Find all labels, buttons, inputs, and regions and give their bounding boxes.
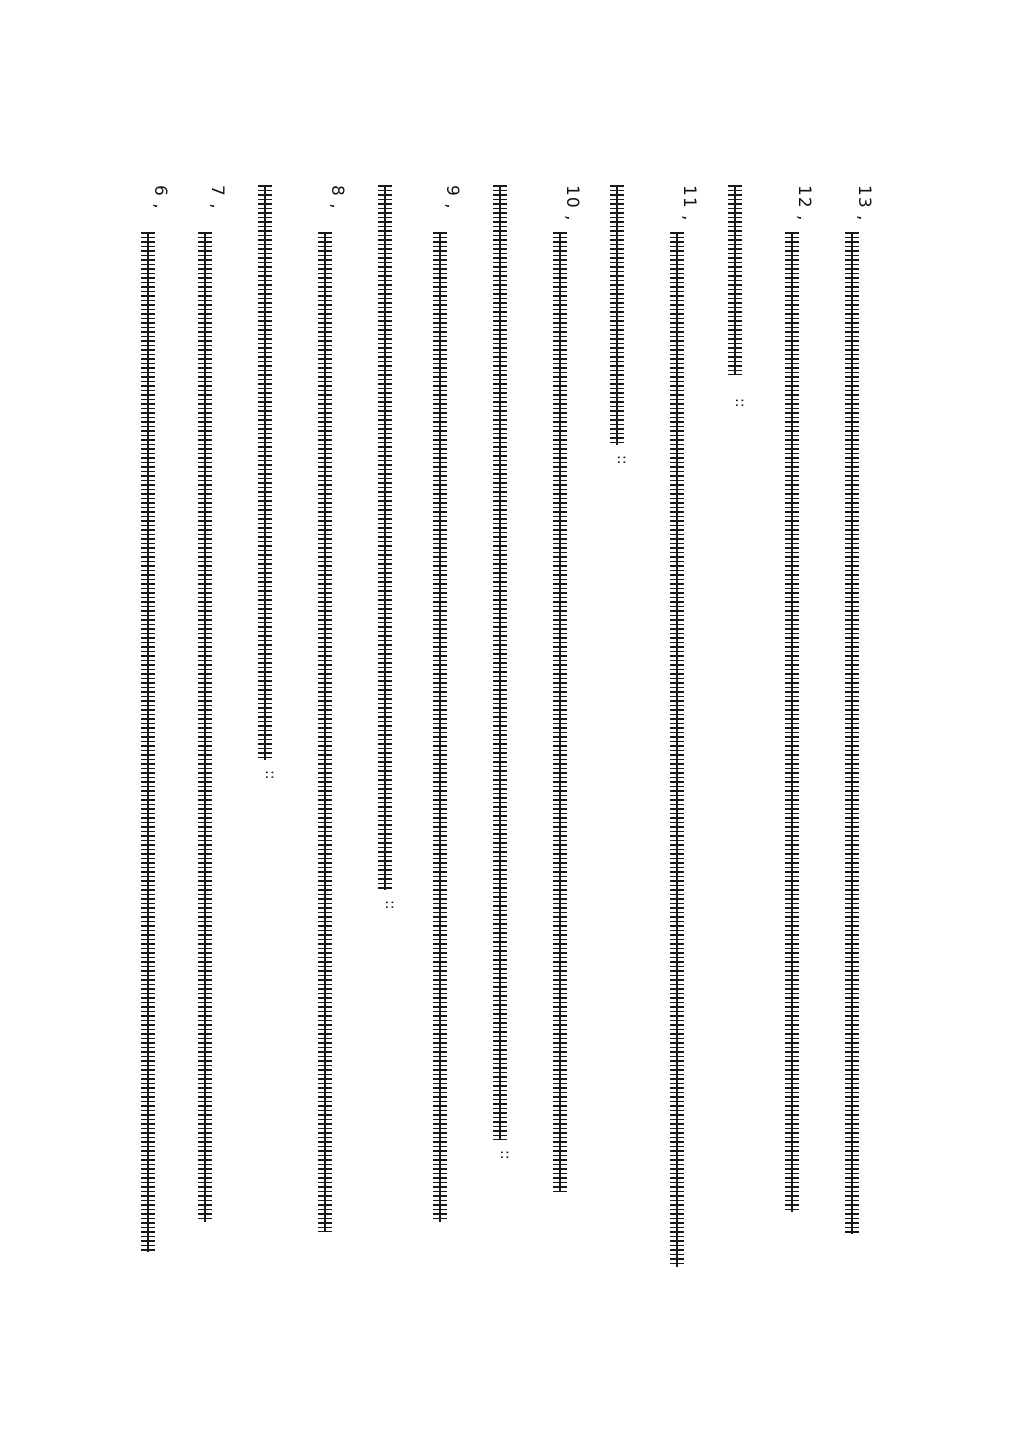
text-column-12 [185,0,225,1441]
line-end-mark: :: [382,900,398,910]
text-column-7 [480,0,520,1441]
item-number: 10 , [562,185,582,222]
text-column-11 [245,0,285,1441]
mongolian-script-line [198,232,212,1222]
mongolian-script-line [785,232,799,1212]
text-column-5 [597,0,637,1441]
text-column-2 [772,0,812,1441]
text-column-3 [715,0,755,1441]
line-end-mark: :: [497,1150,513,1160]
mongolian-script-line [141,232,155,1252]
text-column-10 [305,0,345,1441]
mongolian-script-line [258,185,272,760]
mongolian-script-line [845,232,859,1234]
mongolian-script-line [318,232,332,1232]
mongolian-script-line [610,185,624,445]
mongolian-script-line [728,185,742,375]
item-number: 13 , [854,185,874,222]
mongolian-script-line [553,232,567,1192]
text-column-1 [832,0,872,1441]
item-number: 7 , [207,185,227,210]
item-number: 9 , [442,185,462,210]
mongolian-script-line [670,232,684,1267]
text-column-9 [365,0,405,1441]
mongolian-script-line [493,185,507,1140]
item-number: 11 , [679,185,699,222]
text-column-4 [657,0,697,1441]
line-end-mark: :: [614,455,630,465]
mongolian-script-line [433,232,447,1222]
item-number: 12 , [794,185,814,222]
mongolian-script-line [378,185,392,890]
line-end-mark: :: [262,770,278,780]
text-column-6 [540,0,580,1441]
item-number: 8 , [327,185,347,210]
text-column-8 [420,0,460,1441]
text-column-13 [128,0,168,1441]
line-end-mark: :: [732,398,748,408]
item-number: 6 , [150,185,170,210]
